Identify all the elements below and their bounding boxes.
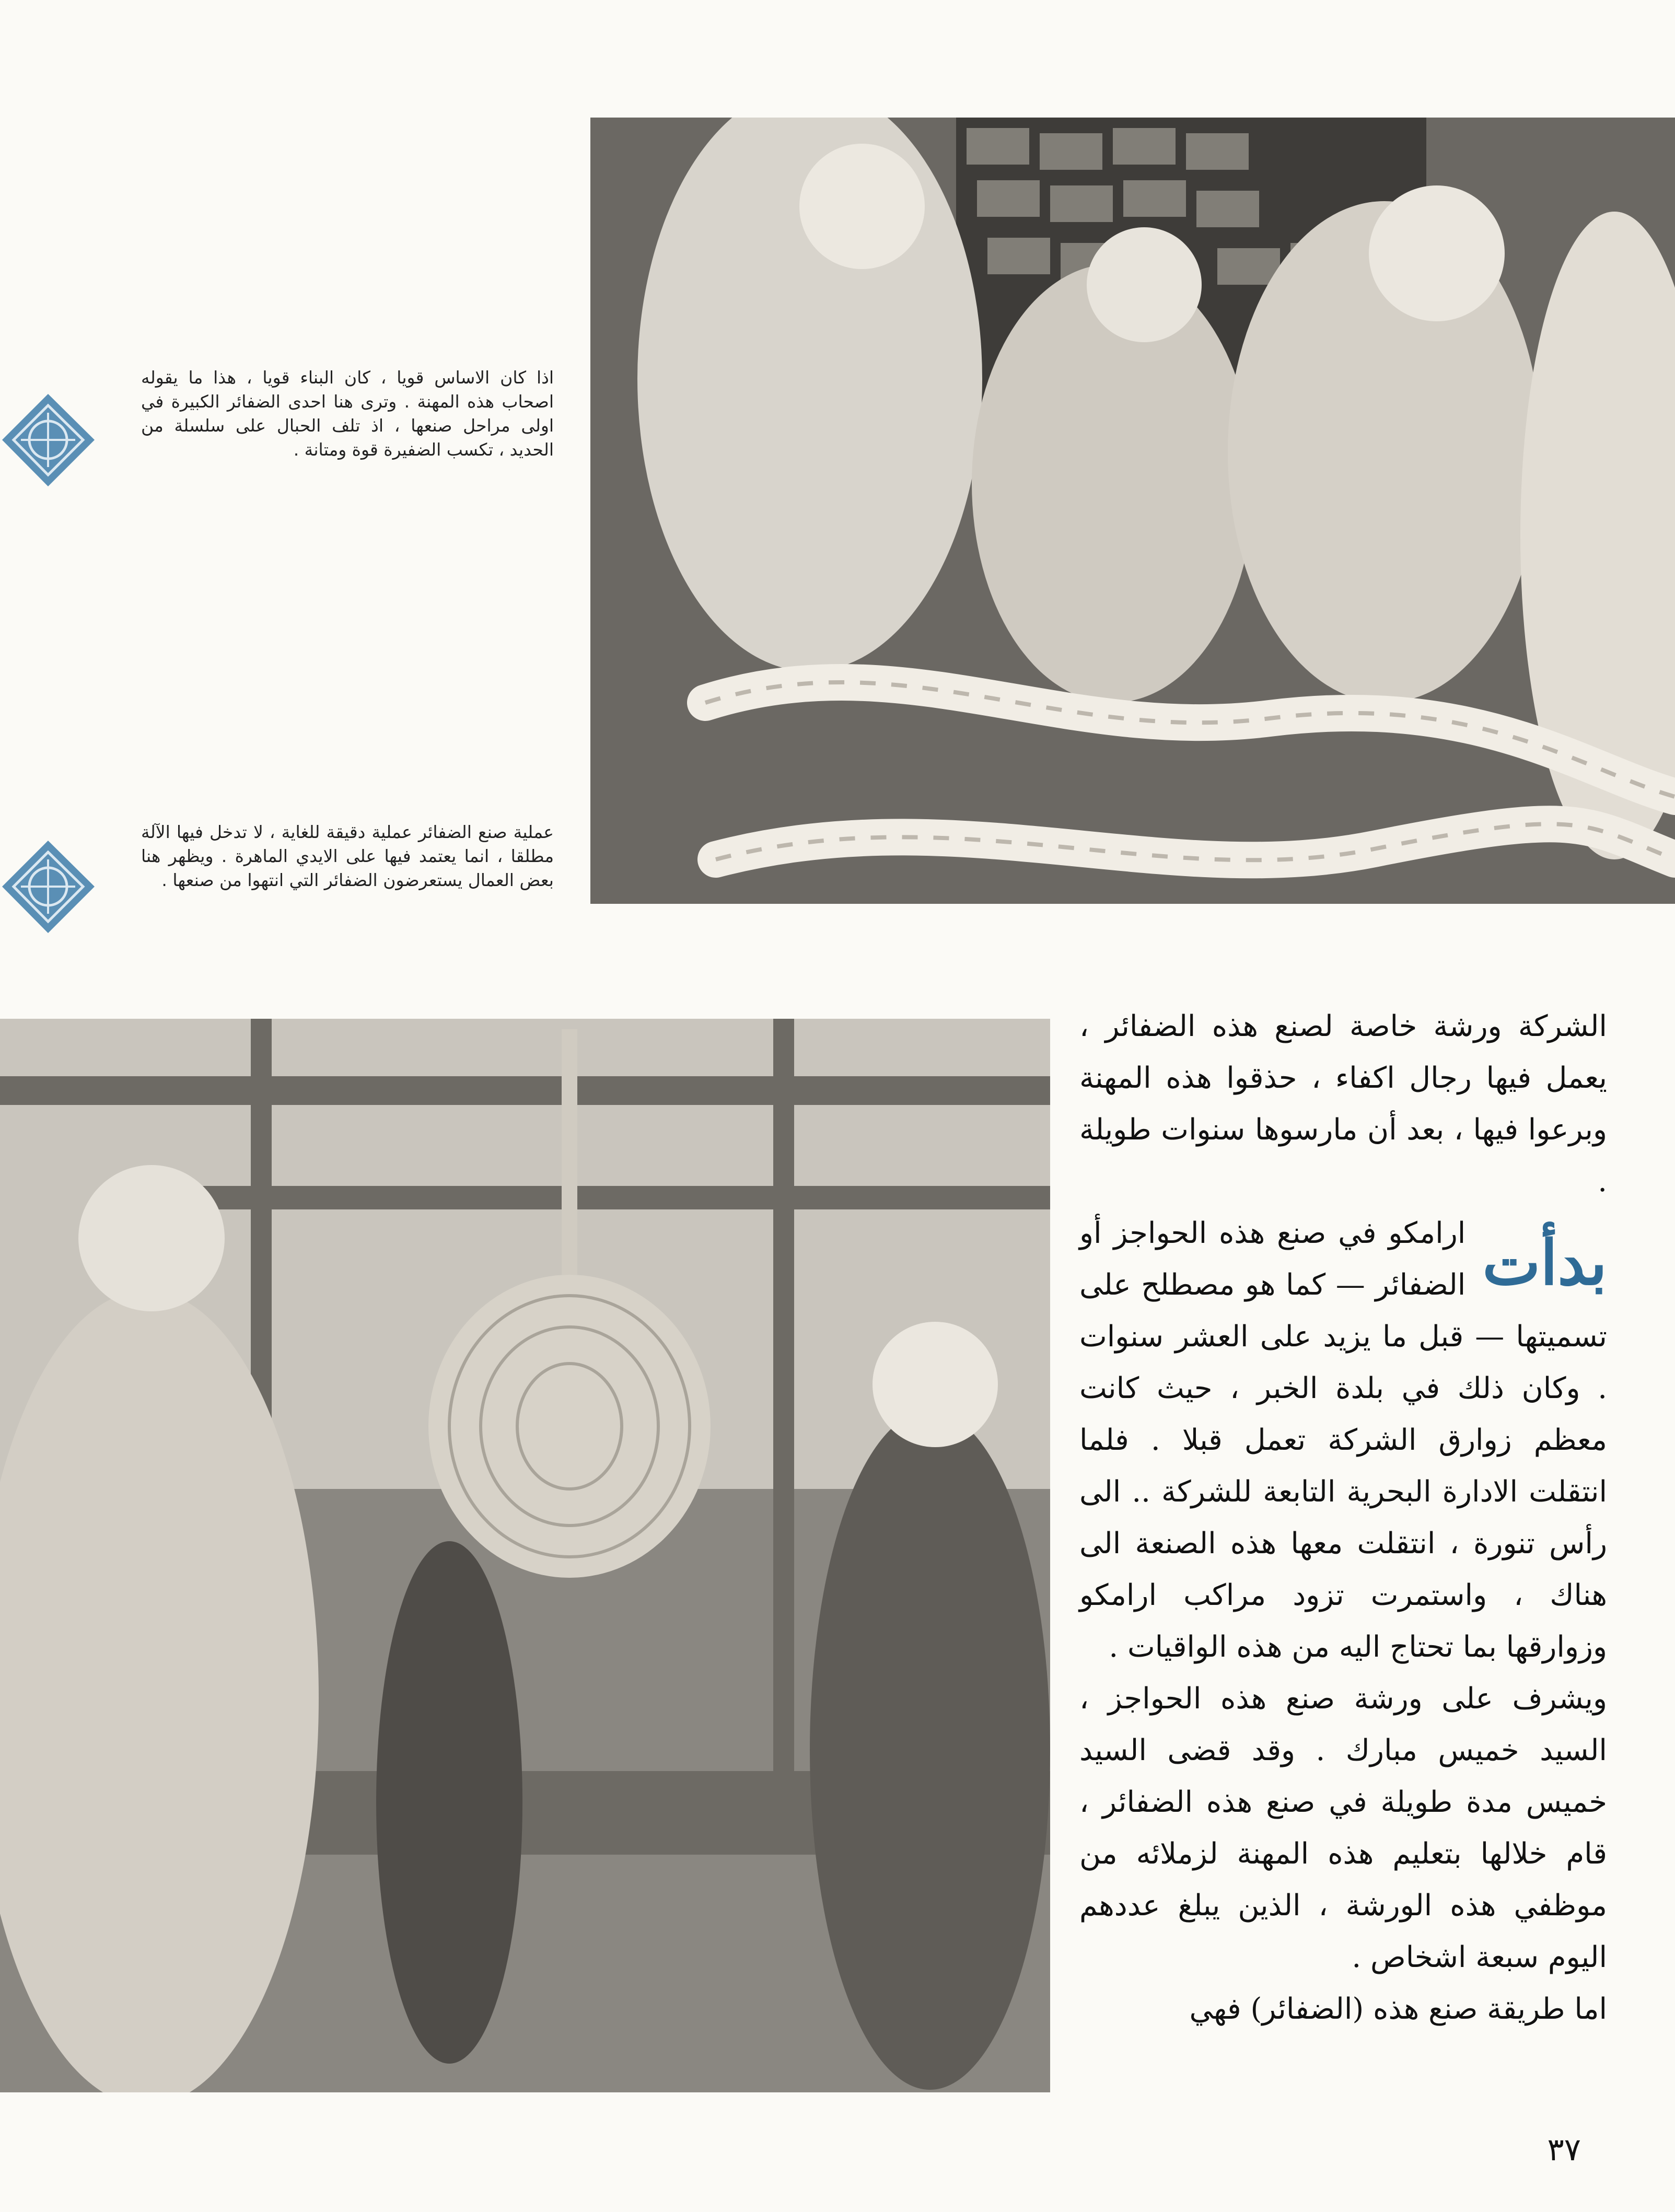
photo-finished-fender <box>0 1019 1050 2092</box>
article-paragraph: الشركة ورشة خاصة لصنع هذه الضفائر ، يعمل فيها رجال اكفاء ، حذقوا هذه المهنة وبرعوا فيها ، بعد أن مارسوها سنوات طويلة . <box>1079 1009 1607 1198</box>
diamond-ornament-icon <box>0 392 97 488</box>
page-number: ٣٧ <box>1547 2132 1581 2168</box>
caption-handmade-process: عملية صنع الضفائر عملية دقيقة للغاية ، لا تدخل فيها الآلة مطلقا ، انما يعتمد فيها على الايدي الماهرة . ويظهر هنا بعض العمال يستعرضون الضفائر التي انتهوا من صنعها . <box>141 822 554 890</box>
photo-rope-braiding-image <box>590 118 1675 904</box>
photo-rope-braiding <box>590 118 1675 904</box>
photo-finished-fender-image <box>0 1019 1050 2092</box>
dropcap: بدأت <box>1482 1226 1607 1299</box>
article-paragraph-text: ارامكو في صنع هذه الحواجز أو الضفائر — كما هو مصطلح على تسميتها — قبل ما يزيد على العشر سنوات . وكان ذلك في بلدة الخبر ، حيث كانت معظم زوارق الشركة تعمل قبلا . فلما انتقلت الادارة البحرية التابعة للشركة .. الى رأس تنورة ، انتقلت معها هذه الصنعة الى هناك ، واستمرت تزود مراكب ارامكو وزوارقها بما تحتاج اليه من هذه الواقيات . <box>1079 1216 1607 1664</box>
article-paragraph <box>1079 1207 1607 1673</box>
article-paragraph: ويشرف على ورشة صنع هذه الحواجز ، السيد خميس مبارك . وقد قضى السيد خميس مدة طويلة في صنع هذه الضفائر ، قام خلالها بتعليم هذه المهنة لزملائه من موظفي هذه الورشة ، الذين يبلغ عددهم اليوم سبعة اشخاص . <box>1079 1682 1607 1974</box>
article-body <box>1079 1000 1607 2035</box>
diamond-ornament-icon <box>0 839 97 935</box>
caption-rope-foundation: اذا كان الاساس قويا ، كان البناء قويا ، هذا ما يقوله اصحاب هذه المهنة . وترى هنا احدى الضفائر الكبيرة في اولى مراحل صنعها ، اذ تلف الحبال على سلسلة من الحديد ، تكسب الضفيرة قوة ومتانة . <box>141 367 554 460</box>
article-paragraph: اما طريقة صنع هذه (الضفائر) فهي <box>1189 1992 1607 2026</box>
